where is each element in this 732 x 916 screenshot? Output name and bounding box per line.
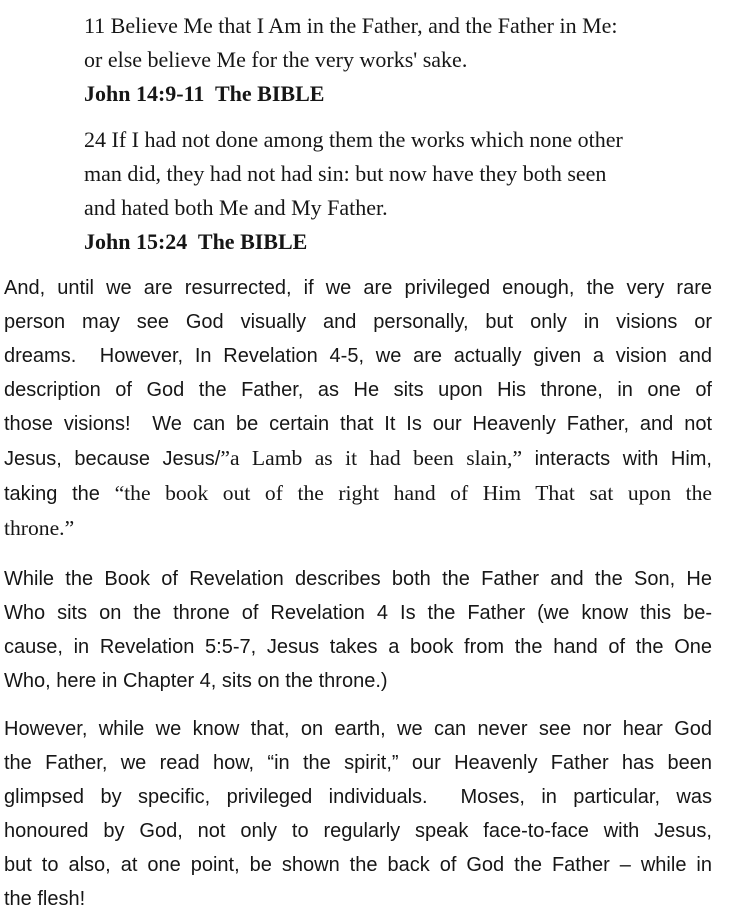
body-line: [4, 441, 712, 476]
text-segment-quoted: “the book out of the right hand of Him That sat upon the: [114, 481, 712, 505]
body-paragraph-2: [4, 562, 712, 698]
body-line: person may see God visually and personally, but only in visions or: [4, 311, 712, 333]
body-line: the Father, we read how, “in the spirit,” our Heavenly Father has been: [4, 752, 712, 774]
body-line: those visions! We can be certain that It Is our Heavenly Father, and not: [4, 413, 712, 435]
text-segment: Jesus, because Jesus/: [4, 448, 221, 470]
text-segment: interacts with Him,: [522, 448, 712, 470]
text-segment: taking the: [4, 483, 115, 505]
body-line: honoured by God, not only to regularly speak face-to-face with Jesus,: [4, 820, 712, 842]
body-line: However, while we know that, on earth, we can never see nor hear God: [4, 718, 712, 740]
bible-quote-block-1: [84, 9, 712, 111]
body-line: description of God the Father, as He sits upon His throne, in one of: [4, 379, 712, 401]
quote-line: 11 Believe Me that I Am in the Father, and the Father in Me:: [84, 13, 618, 38]
body-line: but to also, at one point, be shown the back of God the Father – while in: [4, 854, 712, 876]
quote-line: 24 If I had not done among them the works which none other: [84, 127, 623, 152]
quote-line: and hated both Me and My Father.: [84, 195, 388, 220]
body-line: glimpsed by specific, privileged individuals. Moses, in particular, was: [4, 786, 712, 808]
quote-line: man did, they had not had sin: but now have they both seen: [84, 161, 607, 186]
body-line: While the Book of Revelation describes both the Father and the Son, He: [4, 568, 712, 590]
text-segment-quoted: ”a Lamb as it had been slain,”: [220, 446, 523, 470]
body-line: [4, 476, 712, 511]
scripture-reference: John 15:24 The BIBLE: [84, 229, 308, 254]
bible-quote-block-2: [84, 123, 712, 259]
body-paragraph-1: [4, 271, 712, 546]
body-line: Who, here in Chapter 4, sits on the throne.): [4, 670, 388, 692]
body-line: Who sits on the throne of Revelation 4 Is the Father (we know this be-: [4, 602, 712, 624]
body-line: the flesh!: [4, 888, 86, 910]
body-line: [4, 511, 712, 546]
body-line: dreams. However, In Revelation 4-5, we are actually given a vision and: [4, 345, 712, 367]
scripture-reference: John 14:9-11 The BIBLE: [84, 81, 325, 106]
text-segment-quoted: throne.”: [4, 516, 75, 540]
body-line: cause, in Revelation 5:5-7, Jesus takes a book from the hand of the One: [4, 636, 712, 658]
quote-line: or else believe Me for the very works' sake.: [84, 47, 468, 72]
body-paragraph-3: [4, 712, 712, 916]
body-line: And, until we are resurrected, if we are privileged enough, the very rare: [4, 277, 712, 299]
